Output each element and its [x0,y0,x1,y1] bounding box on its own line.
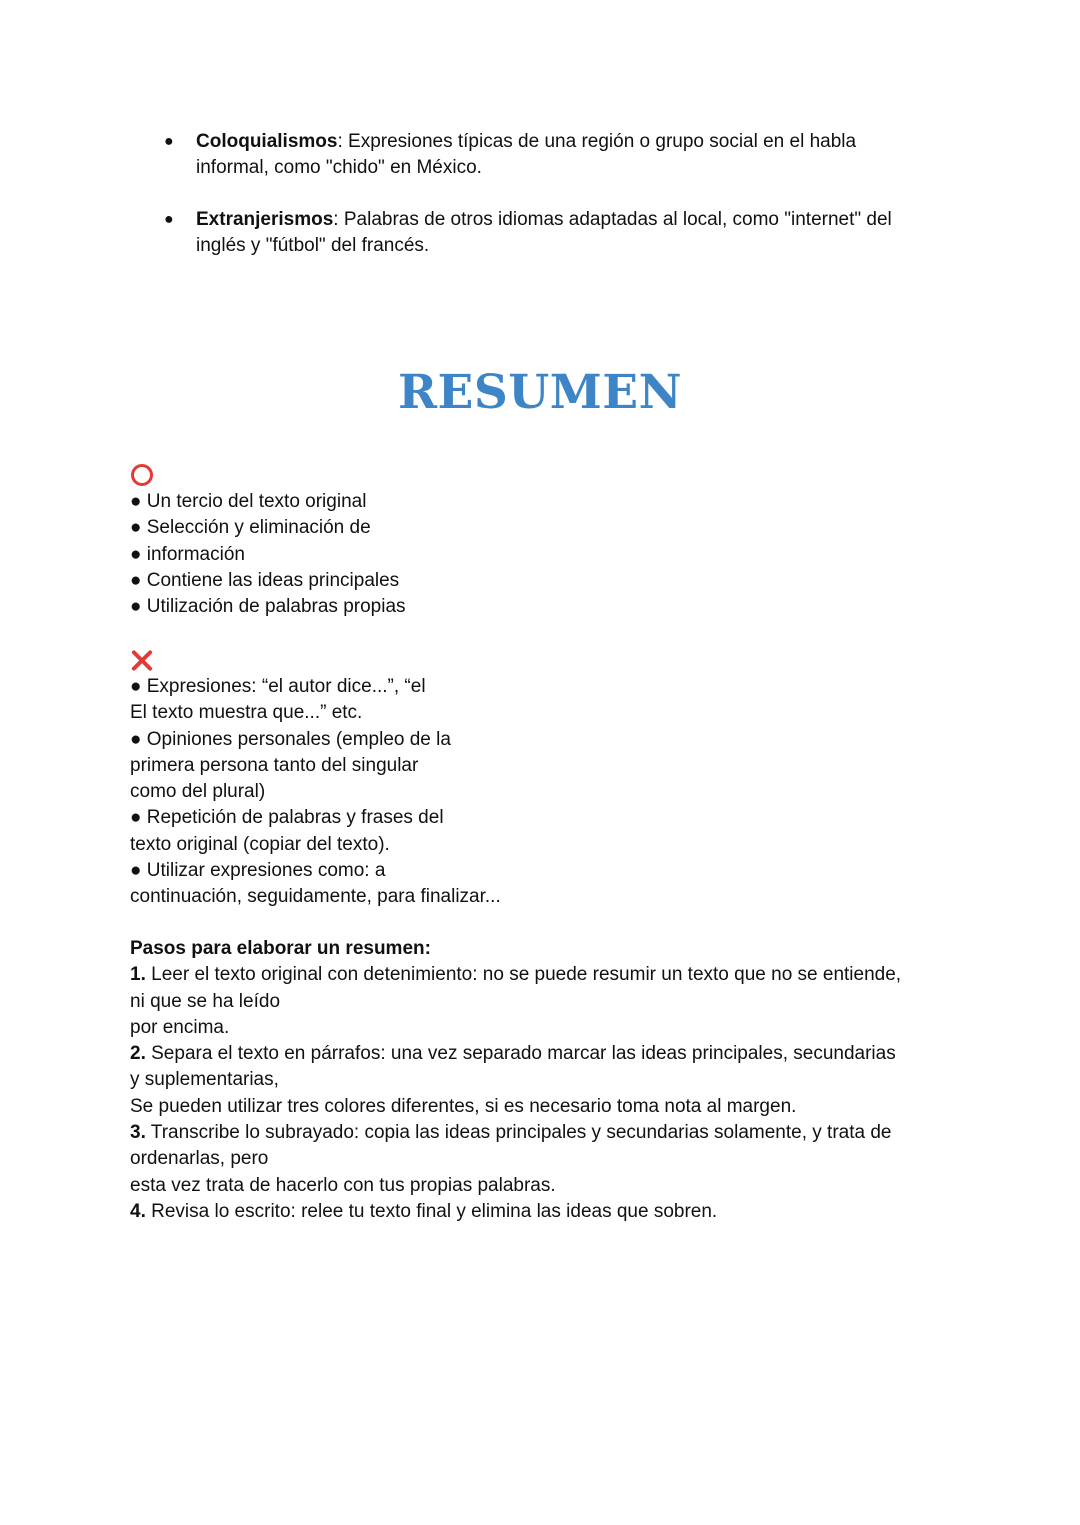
definition-text-continued: inglés y "fútbol" del francés. [196,235,430,256]
do-section [130,461,960,620]
dont-section [130,646,960,911]
step-text-continued: Se pueden utilizar tres colores diferentes, si es necesario toma nota al margen. [130,1095,797,1117]
dont-item: continuación, seguidamente, para finalizar... [130,886,501,908]
steps-section [130,936,960,1225]
step-item [130,1041,960,1067]
definitions-list [130,129,950,285]
step-number: 4. [130,1200,146,1222]
do-item: ● Contiene las ideas principales [130,569,400,591]
definition-item [130,129,950,181]
step-text-continued: ni que se ha leído [130,990,281,1012]
steps-heading: Pasos para elaborar un resumen: [130,938,431,959]
do-item: ● Utilización de palabras propias [130,596,406,618]
step-text-continued: ordenarlas, pero [130,1148,269,1170]
dont-item: primera persona tanto del singular [130,754,419,776]
dont-item: ● Expresiones: “el autor dice...”, “el [130,676,426,697]
dont-item: ● Repetición de palabras y frases del [130,807,444,829]
step-text-continued: esta vez trata de hacerlo con tus propias palabras. [130,1174,556,1196]
dont-item: ● Opiniones personales (empleo de la [130,728,451,750]
step-text: Revisa lo escrito: relee tu texto final y elimina las ideas que sobren. [145,1200,718,1222]
do-item: ● Un tercio del texto original [130,491,367,512]
definition-term: Extranjerismos [196,209,334,230]
definition-text: : Expresiones típicas de una región o grupo social en el habla [337,131,857,152]
do-item: ● información [130,543,245,565]
step-item [130,1199,960,1225]
step-text: Leer el texto original con detenimiento: no se puede resumir un texto que no se entiende, [145,964,902,986]
step-number: 1. [130,964,146,986]
definition-term: Coloquialismos [196,131,338,152]
bullet-icon: ● [164,133,174,150]
definition-text-continued: informal, como "chido" en México. [196,157,482,178]
definition-item [130,207,950,259]
dont-item: El texto muestra que...” etc. [130,702,363,724]
step-text-continued: y suplementarias, [130,1069,279,1091]
dont-item: texto original (copiar del texto). [130,833,390,855]
dont-item: ● Utilizar expresiones como: a [130,860,386,882]
step-item [130,962,960,988]
step-item [130,1120,960,1146]
do-item: ● Selección y eliminación de [130,517,371,539]
dont-item: como del plural) [130,781,266,803]
step-text-continued: por encima. [130,1016,230,1038]
step-number: 2. [130,1043,146,1065]
definition-text: : Palabras de otros idiomas adaptadas al local, como "internet" del [333,209,892,230]
section-title: RESUMEN [397,365,683,420]
step-text: Transcribe lo subrayado: copia las ideas principales y secundarias solamente, y trata de [145,1122,892,1144]
step-number: 3. [130,1122,146,1144]
bullet-icon: ● [164,211,174,228]
step-text: Separa el texto en párrafos: una vez separado marcar las ideas principales, secundarias [145,1043,896,1065]
cross-icon [130,646,960,674]
correct-circle-icon [130,461,960,489]
